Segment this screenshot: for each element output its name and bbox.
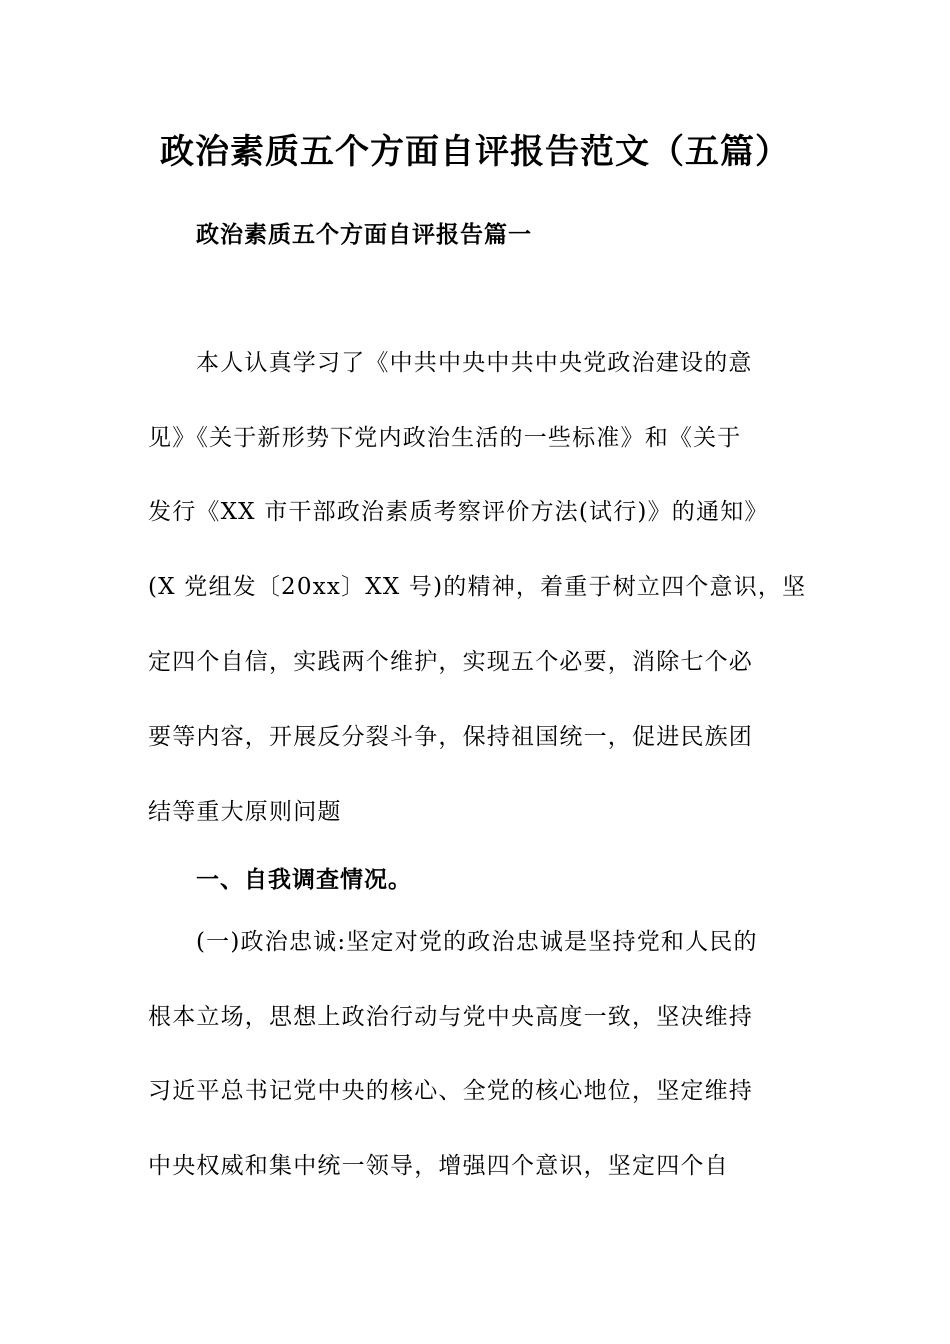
paragraph-line: 中央权威和集中统一领导，增强四个意识，坚定四个自 — [148, 1153, 729, 1179]
subheading-self-review: 一、自我调查情况。 — [196, 867, 412, 893]
section-title: 政治素质五个方面自评报告篇一 — [196, 222, 532, 248]
paragraph-line: (一)政治忠诚:坚定对党的政治忠诚是坚持党和人民的 — [196, 929, 758, 955]
paragraph-line: 根本立场，思想上政治行动与党中央高度一致，坚决维持 — [148, 1004, 753, 1030]
paragraph-line: 结等重大原则问题 — [148, 799, 342, 825]
paragraph-line: 要等内容，开展反分裂斗争，保持祖国统一，促进民族团 — [148, 724, 753, 750]
paragraph-line: 发行《XX 市干部政治素质考察评价方法(试行)》的通知》 — [148, 499, 769, 525]
document-title: 政治素质五个方面自评报告范文（五篇） — [160, 132, 790, 172]
paragraph-line: 定四个自信，实践两个维护，实现五个必要，消除七个必 — [148, 649, 753, 675]
paragraph-line: 见》《关于新形势下党内政治生活的一些标准》和《关于 — [148, 425, 742, 451]
paragraph-line: 本人认真学习了《中共中央中共中央党政治建设的意 — [196, 350, 753, 376]
paragraph-line: 习近平总书记党中央的核心、全党的核心地位，坚定维持 — [148, 1078, 753, 1104]
paragraph-line: (X 党组发〔20xx〕XX 号)的精神，着重于树立四个意识，坚 — [148, 574, 807, 600]
